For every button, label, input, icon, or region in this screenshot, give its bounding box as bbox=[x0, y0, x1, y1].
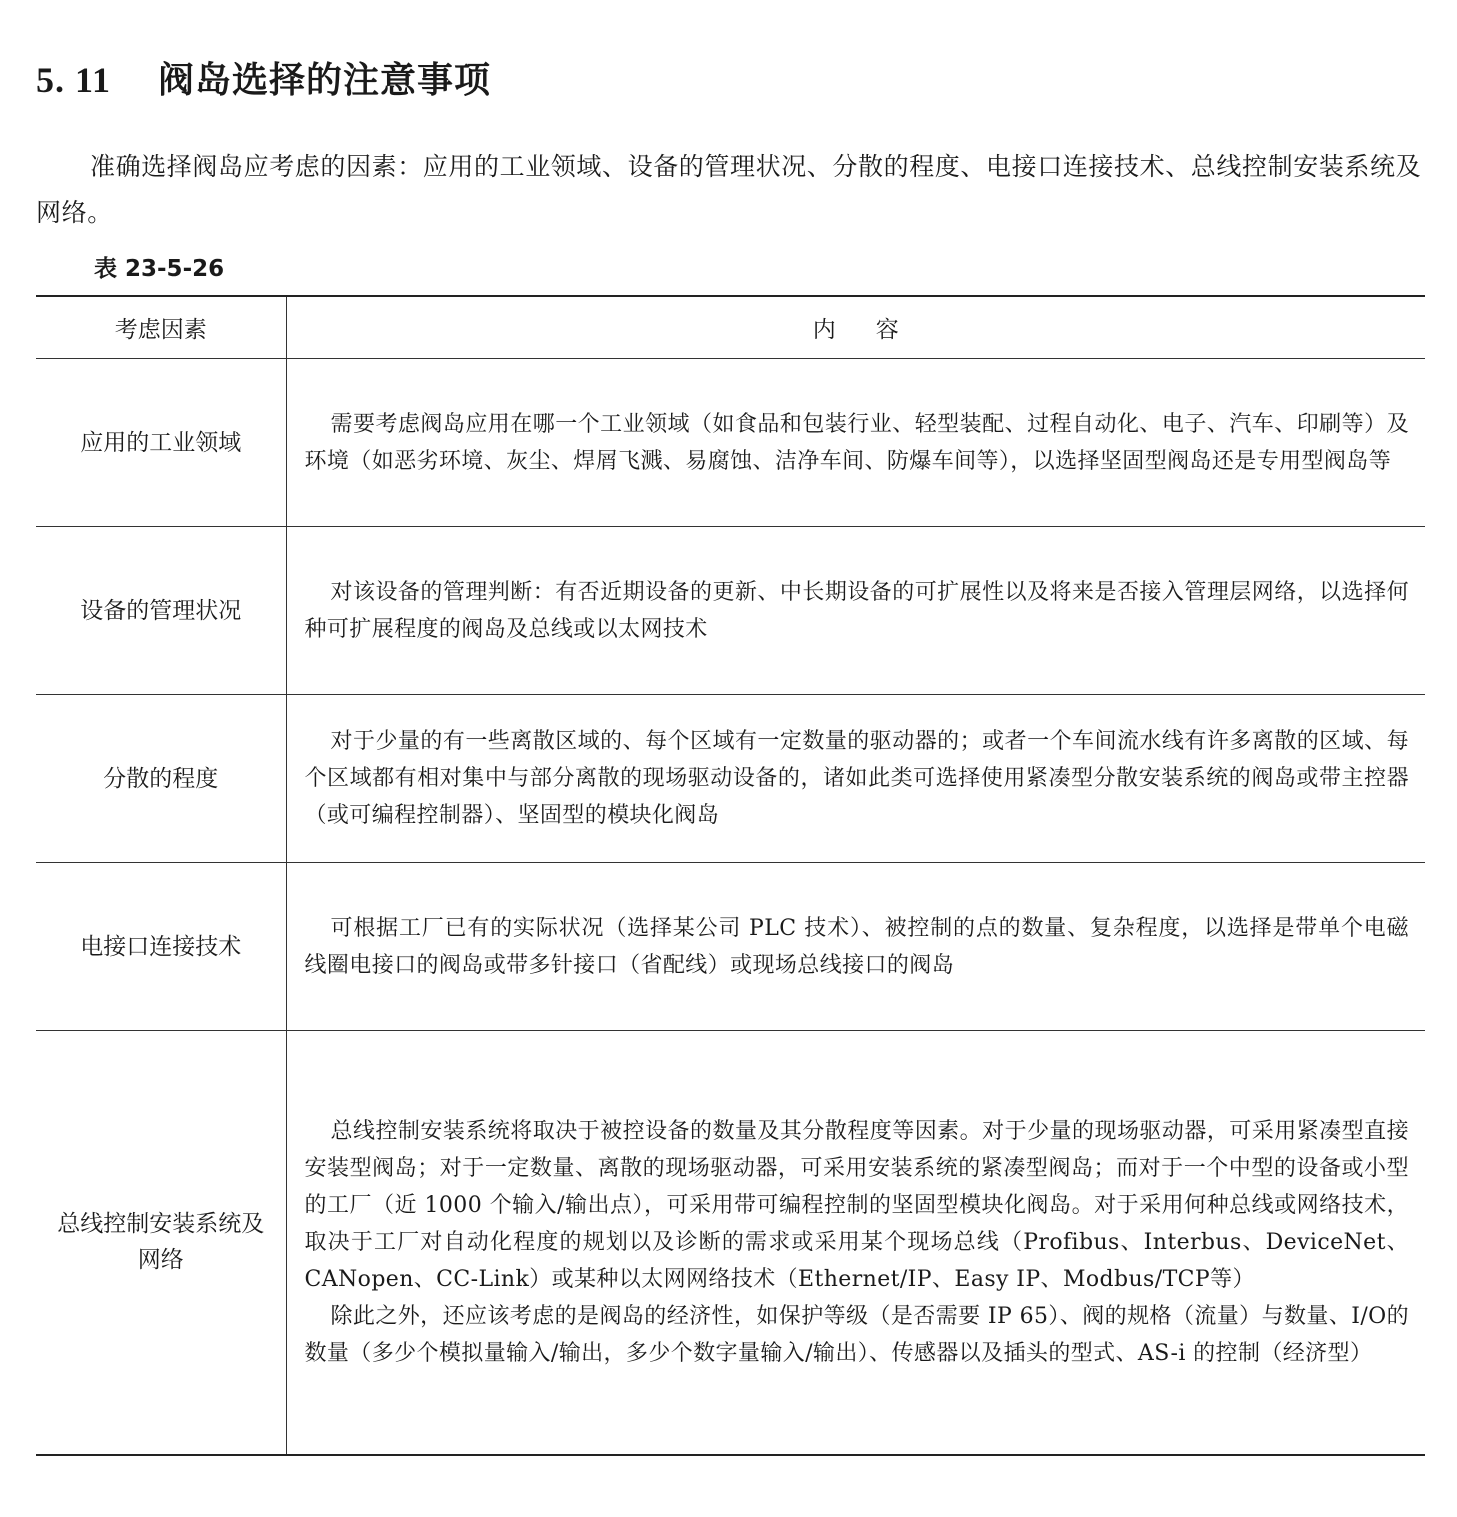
row-factor: 设备的管理状况 bbox=[36, 527, 286, 695]
row-content bbox=[286, 527, 1425, 695]
section-number: 5. 11 bbox=[36, 60, 112, 100]
table-row bbox=[36, 527, 1425, 695]
table-header-row bbox=[36, 296, 1425, 359]
table-label: 表 23-5-26 bbox=[94, 256, 225, 282]
table-row bbox=[36, 695, 1425, 863]
header-content: 内容 bbox=[286, 296, 1425, 359]
content-paragraph: 可根据工厂已有的实际状况（选择某公司 PLC 技术）、被控制的点的数量、复杂程度，以选择是带单个电磁线圈电接口的阀岛或带多针接口（省配线）或现场总线接口的阀岛 bbox=[304, 915, 1409, 978]
content-paragraph: 总线控制安装系统将取决于被控设备的数量及其分散程度等因素。对于少量的现场驱动器，可采用紧凑型直接安装型阀岛；对于一定数量、离散的现场驱动器，可采用安装系统的紧凑型阀岛；而对于一个中型的设备或小型的工厂（近 1000 个输入/输出点），可采用带可编程控制的坚固型模块化阀岛。对于采用何种总线或网络技术，取决于工厂对自动化程度的规划以及诊断的需求或采用某个现场总线（Profibus、Interbus、DeviceNet、CANopen、CC-Link）或某种以太网网络技术（Ethernet/IP、Easy IP、Modbus/TCP等） bbox=[304, 1118, 1409, 1292]
row-factor: 应用的工业领域 bbox=[36, 359, 286, 527]
content-paragraph: 对于少量的有一些离散区域的、每个区域有一定数量的驱动器的；或者一个车间流水线有许多离散的区域、每个区域都有相对集中与部分离散的现场驱动设备的，诸如此类可选择使用紧凑型分散安装系统的阀岛或带主控器（或可编程控制器）、坚固型的模块化阀岛 bbox=[304, 729, 1409, 828]
section-title: 阀岛选择的注意事项 bbox=[158, 60, 492, 101]
row-content bbox=[286, 1031, 1425, 1455]
section-heading bbox=[36, 52, 491, 103]
content-paragraph: 除此之外，还应该考虑的是阀岛的经济性，如保护等级（是否需要 IP 65）、阀的规格（流量）与数量、I/O的数量（多少个模拟量输入/输出，多少个数字量输入/输出）、传感器以及插头的型式、AS-i 的控制（经济型） bbox=[304, 1303, 1409, 1366]
table-row bbox=[36, 1031, 1425, 1455]
row-factor: 总线控制安装系统及网络 bbox=[36, 1031, 286, 1455]
intro-paragraph: 准确选择阀岛应考虑的因素：应用的工业领域、设备的管理状况、分散的程度、电接口连接技术、总线控制安装系统及网络。 bbox=[36, 152, 1422, 227]
table-row bbox=[36, 863, 1425, 1031]
content-paragraph: 需要考虑阀岛应用在哪一个工业领域（如食品和包装行业、轻型装配、过程自动化、电子、汽车、印刷等）及环境（如恶劣环境、灰尘、焊屑飞溅、易腐蚀、洁净车间、防爆车间等），以选择坚固型阀岛还是专用型阀岛等 bbox=[304, 411, 1409, 474]
row-content bbox=[286, 695, 1425, 863]
table-row bbox=[36, 359, 1425, 527]
row-factor: 电接口连接技术 bbox=[36, 863, 286, 1031]
header-factor: 考虑因素 bbox=[36, 296, 286, 359]
row-content bbox=[286, 359, 1425, 527]
row-factor: 分散的程度 bbox=[36, 695, 286, 863]
row-content bbox=[286, 863, 1425, 1031]
content-paragraph: 对该设备的管理判断：有否近期设备的更新、中长期设备的可扩展性以及将来是否接入管理层网络，以选择何种可扩展程度的阀岛及总线或以太网技术 bbox=[304, 579, 1409, 642]
considerations-table bbox=[36, 295, 1425, 1456]
